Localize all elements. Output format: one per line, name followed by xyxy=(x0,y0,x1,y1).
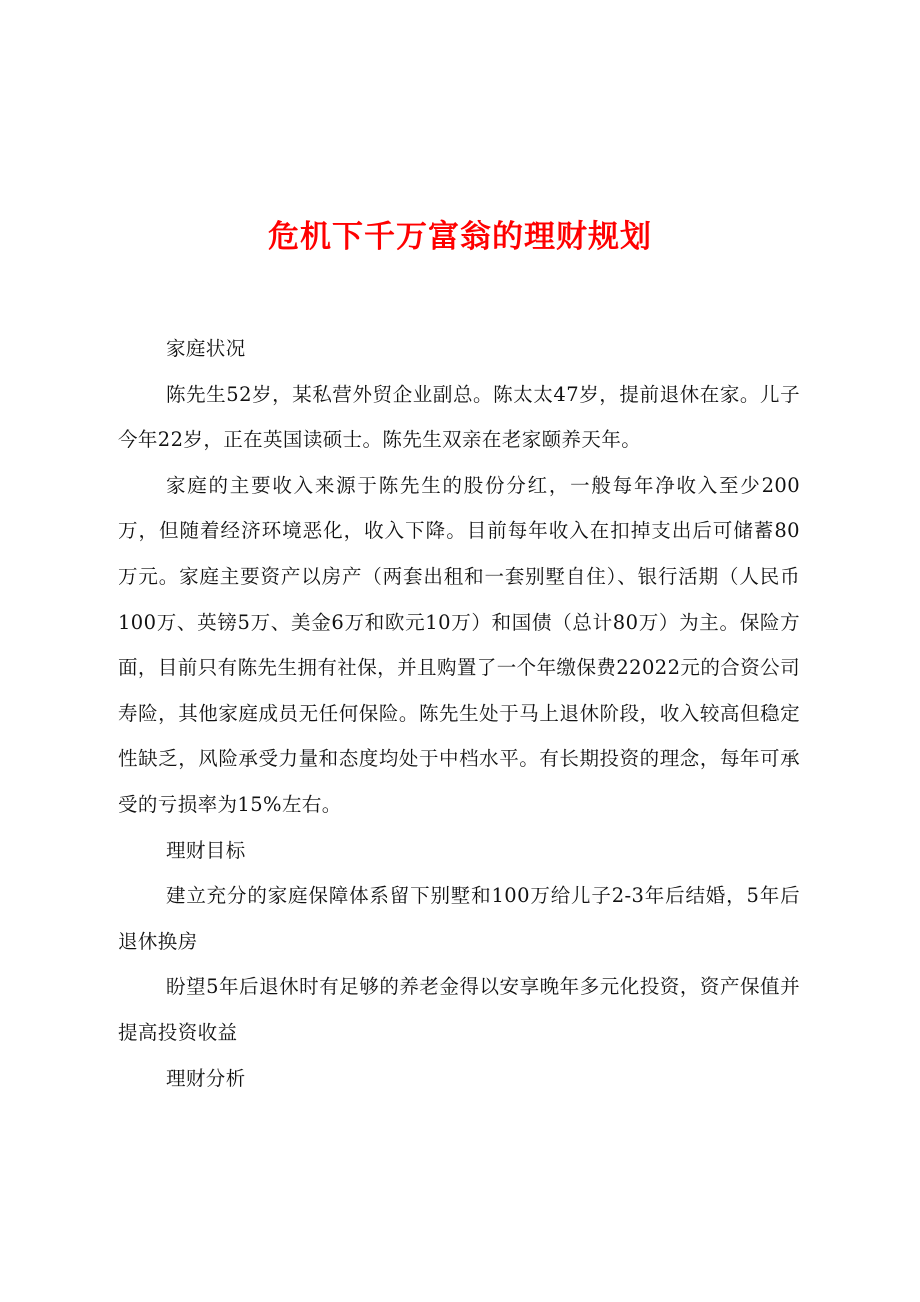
paragraph-income-assets: 家庭的主要收入来源于陈先生的股份分红，一般每年净收入至少200万，但随着经济环境恶化，收入下降。目前每年收入在扣掉支出后可储蓄80万元。家庭主要资产以房产（两套出租和一套别墅自住）、银行活期（人民币100万、英镑5万、美金6万和欧元10万）和国债（总计80万）为主。保险方面，目前只有陈先生拥有社保，并且购置了一个年缴保费22022元的合资公司寿险，其他家庭成员无任何保险。陈先生处于马上退休阶段，收入较高但稳定性缺乏，风险承受力量和态度均处于中档水平。有长期投资的理念，每年可承受的亏损率为15%左右。 xyxy=(118,473,800,816)
paragraph-goal-protection: 建立充分的家庭保障体系留下别墅和100万给儿子2-3年后结婚，5年后退休换房 xyxy=(118,884,800,953)
section-heading-financial-analysis: 理财分析 xyxy=(166,1066,246,1090)
paragraph-family-members: 陈先生52岁，某私营外贸企业副总。陈太太47岁，提前退休在家。儿子今年22岁，正在英国读硕士。陈先生双亲在老家颐养天年。 xyxy=(118,382,800,452)
section-heading-financial-goals: 理财目标 xyxy=(166,838,246,862)
document-body xyxy=(118,326,800,1101)
document-title: 危机下千万富翁的理财规划 xyxy=(268,218,652,255)
paragraph-goal-retirement: 盼望5年后退休时有足够的养老金得以安享晚年多元化投资，资产保值并提高投资收益 xyxy=(118,975,800,1044)
section-heading-family-status: 家庭状况 xyxy=(166,337,246,360)
